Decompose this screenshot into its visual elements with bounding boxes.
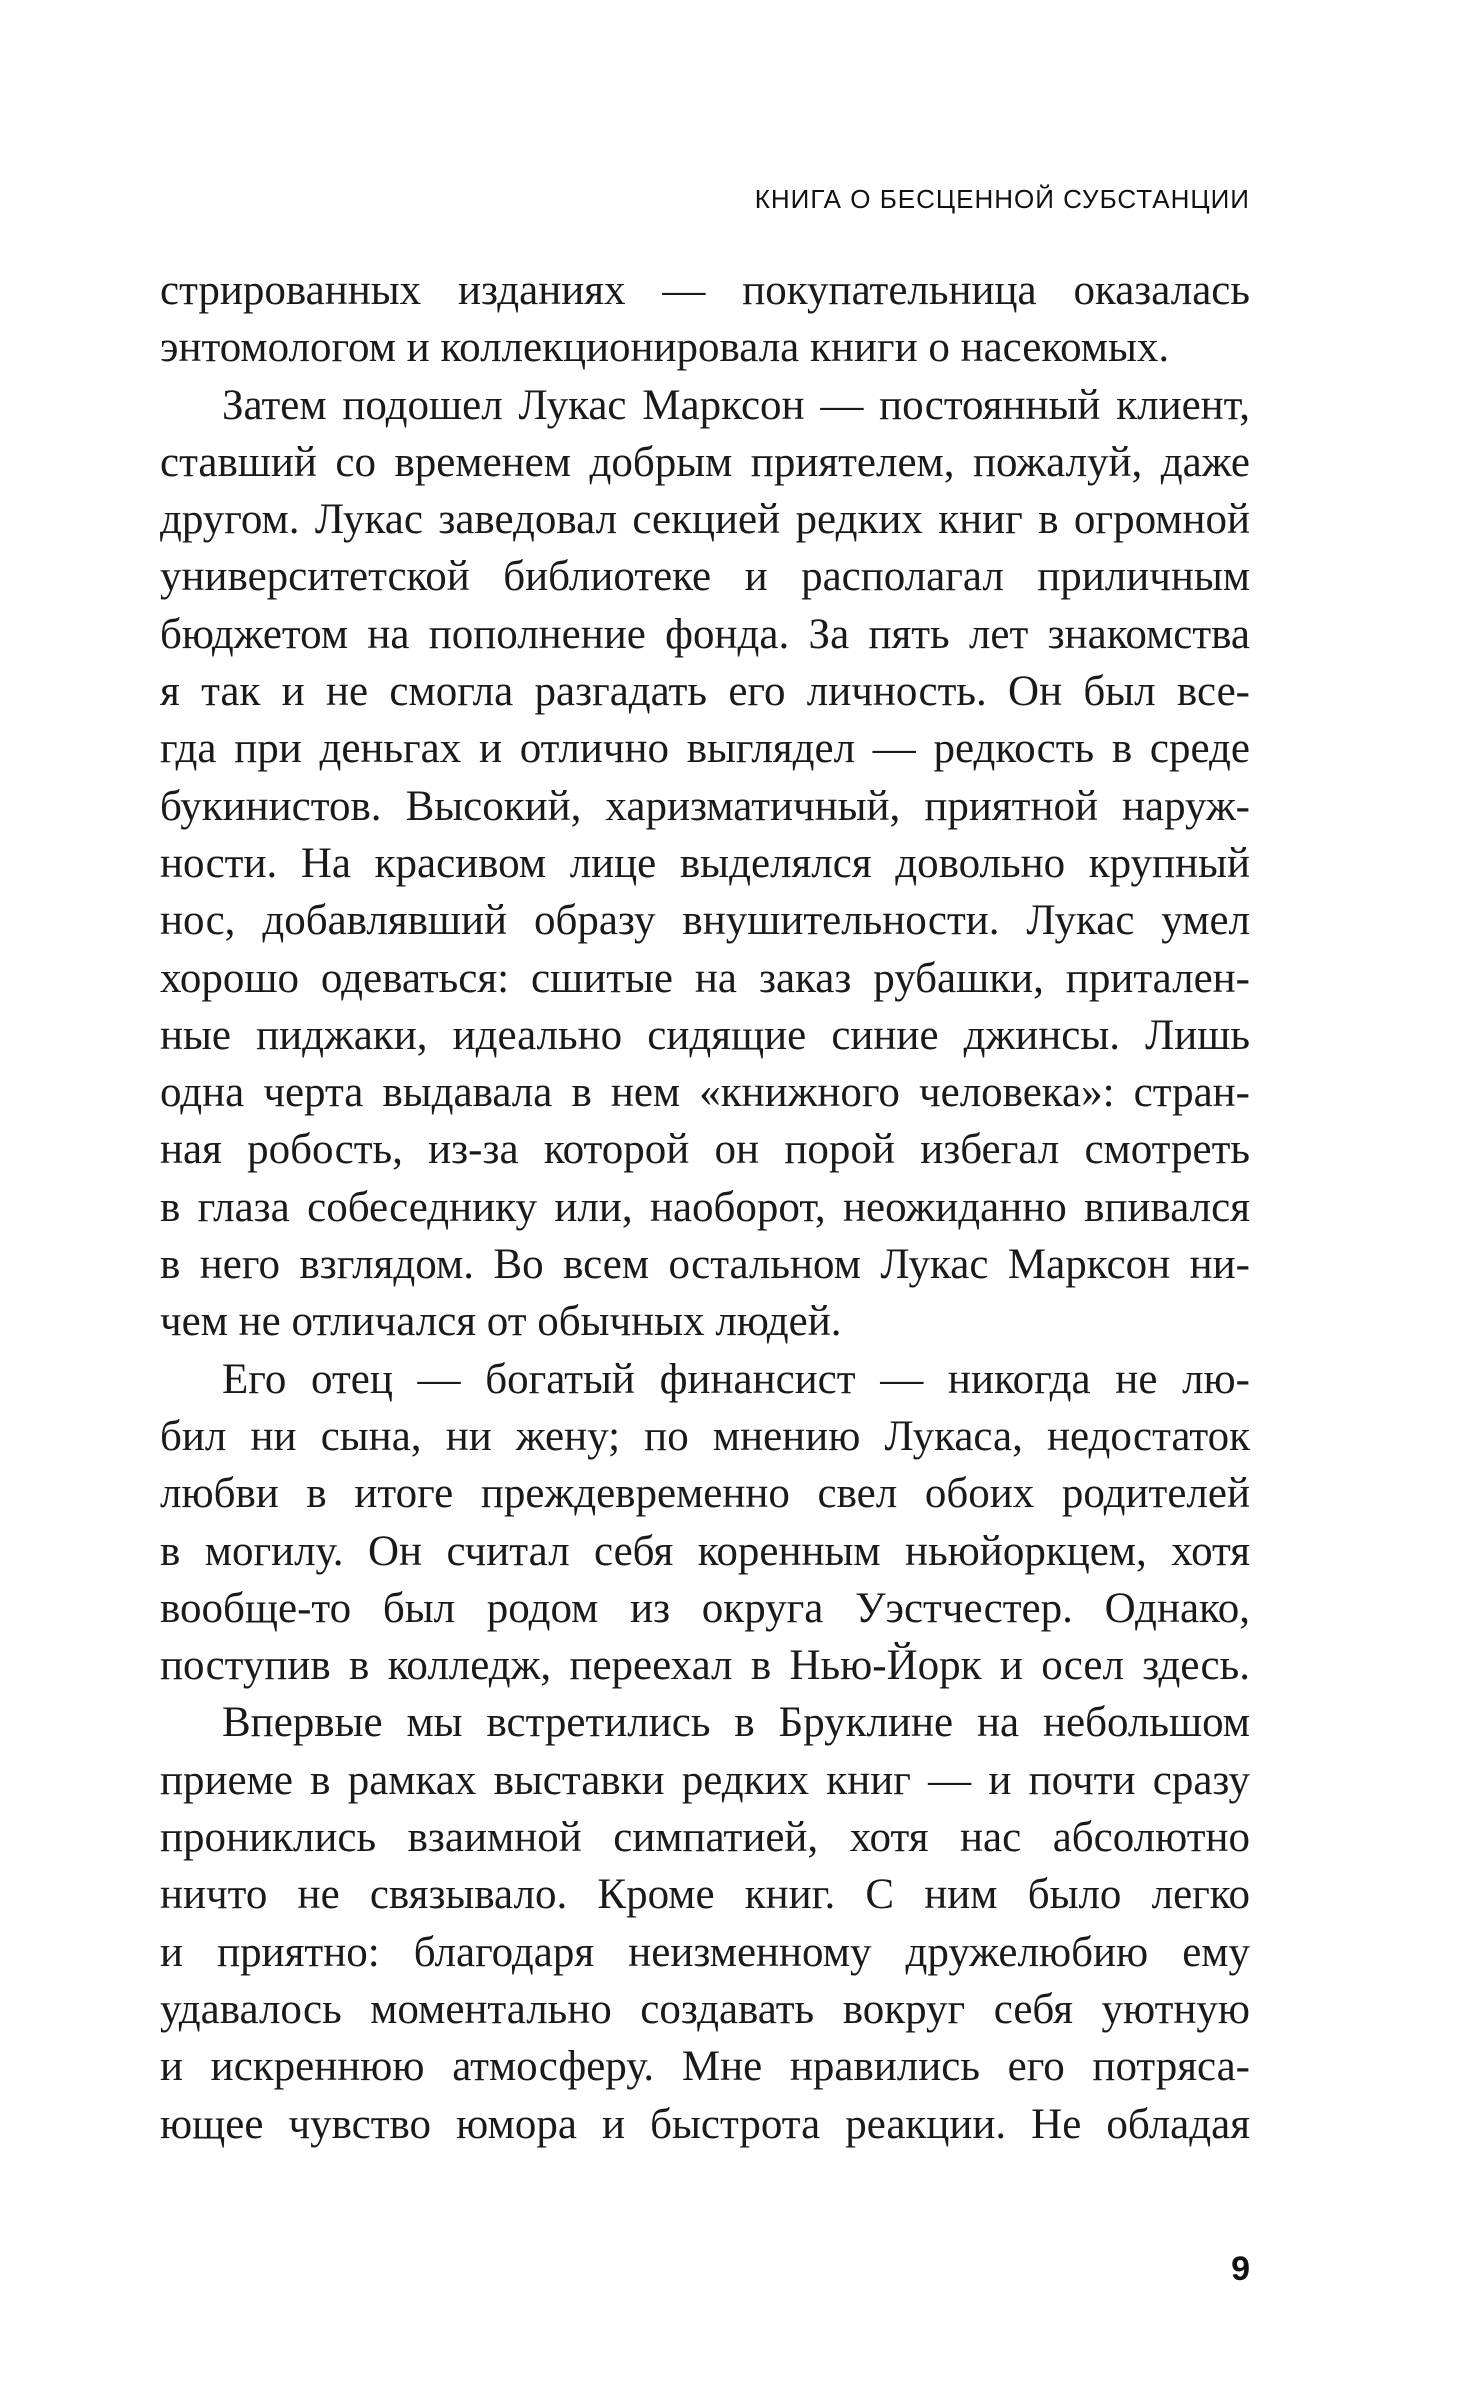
text-line: университетской библиотеке и располагал приличным: [160, 553, 1250, 601]
running-header: КНИГА О БЕСЦЕННОЙ СУБСТАНЦИИ: [754, 184, 1250, 214]
text-line: стрированных изданиях — покупательница оказалась: [160, 267, 1250, 314]
text-line: удавалось моментально создавать вокруг себя уютную: [160, 1985, 1250, 2033]
text-line: в глаза собеседнику или, наоборот, неожиданно впивался: [160, 1183, 1250, 1231]
page-number: 9: [1231, 2250, 1250, 2288]
text-line: и приятно: благодаря неизменному дружелюбию ему: [160, 1928, 1250, 1976]
text-line: ности. На красивом лице выделялся довольно крупный: [160, 839, 1250, 887]
text-line: ные пиджаки, идеально сидящие синие джинсы. Лишь: [160, 1011, 1250, 1059]
text-line: Затем подошел Лукас Марксон — постоянный клиент,: [222, 381, 1250, 429]
text-line: ная робость, из-за которой он порой избегал смотреть: [160, 1126, 1250, 1174]
text-line: Его отец — богатый финансист — никогда не лю-: [222, 1355, 1250, 1403]
text-line: энтомологом и коллекционировала книги о насекомых.: [160, 324, 1170, 372]
text-line: ющее чувство юмора и быстрота реакции. Не обладая: [160, 2100, 1250, 2148]
text-line: поступив в колледж, переехал в Нью-Йорк и осел здесь.: [160, 1642, 1250, 1690]
text-line: я так и не смогла разгадать его личность. Он был все-: [160, 668, 1250, 716]
text-line: ничто не связывало. Кроме книг. С ним было легко: [160, 1871, 1250, 1919]
text-line: гда при деньгах и отлично выглядел — редкость в среде: [160, 725, 1250, 773]
text-line: любви в итоге преждевременно свел обоих родителей: [160, 1470, 1250, 1518]
text-line: прониклись взаимной симпатией, хотя нас абсолютно: [160, 1814, 1250, 1862]
text-line: и искреннюю атмосферу. Мне нравились его потряса-: [160, 2043, 1250, 2091]
text-line: нос, добавлявший образу внушительности. Лукас умел: [160, 897, 1250, 945]
text-line: в него взглядом. Во всем остальном Лукас Марксон ни-: [160, 1241, 1250, 1289]
text-line: бюджетом на пополнение фонда. За пять лет знакомства: [160, 610, 1250, 658]
text-line: бил ни сына, ни жену; по мнению Лукаса, недостаток: [160, 1412, 1250, 1460]
text-line: ставший со временем добрым приятелем, пожалуй, даже: [160, 438, 1250, 486]
text-line: чем не отличался от обычных людей.: [160, 1298, 842, 1346]
text-line: хорошо одеваться: сшитые на заказ рубашки, приталeн-: [160, 954, 1250, 1002]
body-text: [160, 262, 1250, 2153]
text-line: другом. Лукас заведовал секцией редких книг в огромной: [160, 496, 1250, 544]
text-line: в могилу. Он считал себя коренным ньюйоркцем, хотя: [160, 1527, 1250, 1575]
text-line: букинистов. Высокий, харизматичный, приятной наруж-: [160, 782, 1250, 830]
text-line: вообще-то был родом из округа Уэстчестер. Однако,: [160, 1584, 1250, 1632]
text-line: одна черта выдавала в нем «книжного человека»: стран-: [160, 1069, 1250, 1117]
text-line: приеме в рамках выставки редких книг — и почти сразу: [160, 1756, 1250, 1804]
text-line: Впервые мы встретились в Бруклине на небольшом: [222, 1699, 1250, 1747]
